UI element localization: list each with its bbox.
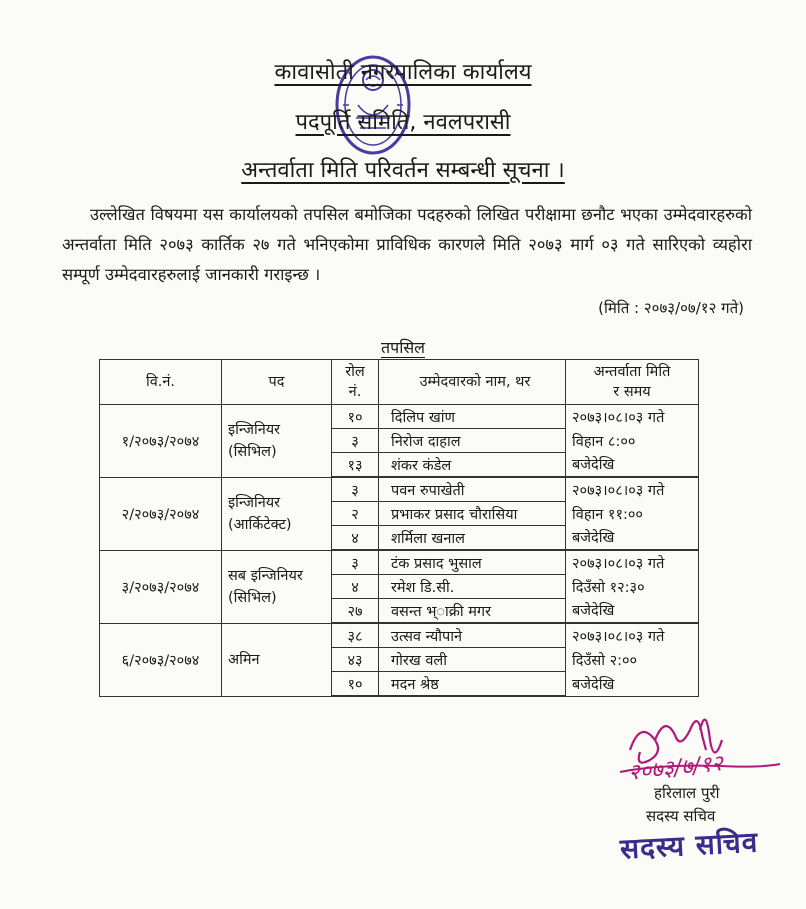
cell-name: दिलिप खांण — [379, 405, 566, 429]
signatory-role: सदस्य सचिव — [646, 807, 716, 825]
cell-name: वसन्त भ्ाक्री मगर — [379, 599, 566, 624]
cell-sn: १/२०७३/२०७४ — [100, 405, 222, 478]
notice-date: (मिति : २०७३/०७/१२ गते) — [598, 299, 744, 317]
cell-name: शर्मिला खनाल — [379, 526, 566, 551]
notice-body: उल्लेखित विषयमा यस कार्यालयको तपसिल बमोजिका पदहरुको लिखित परीक्षामा छनौट भएका उम्मेदवारहरुको अन्तर्वाता मिति २०७३ कार्तिक २७ गते भनिएकोमा प्राविधिक कारणले मिति २०७३ मार्ग ०३ गते सारिएको व्यहोरा सम्पूर्ण उम्मेदवारहरुलाई जानकारी गराइन्छ । — [62, 205, 752, 284]
cell-name: रमेश डि.सी. — [379, 575, 566, 599]
cell-name: निरोज दाहाल — [379, 429, 566, 453]
cell-time: बजेदेखि — [566, 599, 699, 624]
header-post: पद — [222, 360, 332, 405]
cell-name: गोरख वली — [379, 648, 566, 672]
cell-roll: ३ — [332, 550, 379, 575]
cell-roll: ३८ — [332, 623, 379, 648]
cell-time: दिउँसो २:०० — [566, 648, 699, 672]
cell-post: सब इन्जिनियर (सिभिल) — [222, 550, 332, 623]
role-stamp: सदस्य सचिव — [619, 825, 760, 866]
cell-time: दिउँसो १२:३० — [566, 575, 699, 599]
header-name: उम्मेदवारको नाम, थर — [379, 360, 566, 405]
cell-name: उत्सव न्यौपाने — [379, 623, 566, 648]
cell-roll: १३ — [332, 453, 379, 478]
table-caption: तपसिल — [380, 338, 426, 357]
header-time: अन्तर्वाता मिति र समय — [566, 360, 699, 405]
candidate-table — [99, 359, 699, 697]
cell-roll: २ — [332, 502, 379, 526]
table-row — [100, 405, 699, 429]
cell-sn: २/२०७३/२०७४ — [100, 477, 222, 550]
cell-name: टंक प्रसाद भुसाल — [379, 550, 566, 575]
cell-time: २०७३।०८।०३ गते — [566, 623, 699, 648]
cell-roll: ४ — [332, 526, 379, 551]
table-header-row — [100, 360, 699, 405]
cell-roll: ४३ — [332, 648, 379, 672]
cell-time: २०७३।०८।०३ गते — [566, 477, 699, 502]
handwritten-date: २०७३/७/१२ — [627, 751, 725, 786]
cell-roll: १० — [332, 672, 379, 697]
cell-time: बजेदेखि — [566, 672, 699, 697]
cell-roll: ४ — [332, 575, 379, 599]
table-row — [100, 550, 699, 575]
cell-post: इन्जिनियर (आर्किटेक्ट) — [222, 477, 332, 550]
cell-roll: १० — [332, 405, 379, 429]
cell-roll: ३ — [332, 429, 379, 453]
cell-time: २०७३।०८।०३ गते — [566, 550, 699, 575]
table-row — [100, 623, 699, 648]
cell-post: अमिन — [222, 623, 332, 696]
cell-time: विहान ११:०० — [566, 502, 699, 526]
cell-time: २०७३।०८।०३ गते — [566, 405, 699, 429]
header-sn: वि.नं. — [100, 360, 222, 405]
notice-subject: अन्तर्वाता मिति परिवर्तन सम्बन्धी सूचना । — [241, 158, 565, 183]
table-row — [100, 477, 699, 502]
signatory-name: हरिलाल पुरी — [654, 784, 720, 802]
cell-time: बजेदेखि — [566, 526, 699, 551]
cell-time: बजेदेखि — [566, 453, 699, 478]
cell-name: शंकर कंडेल — [379, 453, 566, 478]
cell-roll: २७ — [332, 599, 379, 624]
office-title: कावासोती नगरपालिका कार्यालय — [274, 60, 532, 85]
cell-time: विहान ८:०० — [566, 429, 699, 453]
cell-name: मदन श्रेष्ठ — [379, 672, 566, 697]
committee-title: पदपूर्ति समिति, नवलपरासी — [295, 110, 511, 135]
cell-roll: ३ — [332, 477, 379, 502]
header-roll: रोल नं. — [332, 360, 379, 405]
cell-sn: ३/२०७३/२०७४ — [100, 550, 222, 623]
cell-name: पवन रुपाखेती — [379, 477, 566, 502]
cell-post: इन्जिनियर (सिभिल) — [222, 405, 332, 478]
cell-name: प्रभाकर प्रसाद चौरासिया — [379, 502, 566, 526]
cell-sn: ६/२०७३/२०७४ — [100, 623, 222, 696]
